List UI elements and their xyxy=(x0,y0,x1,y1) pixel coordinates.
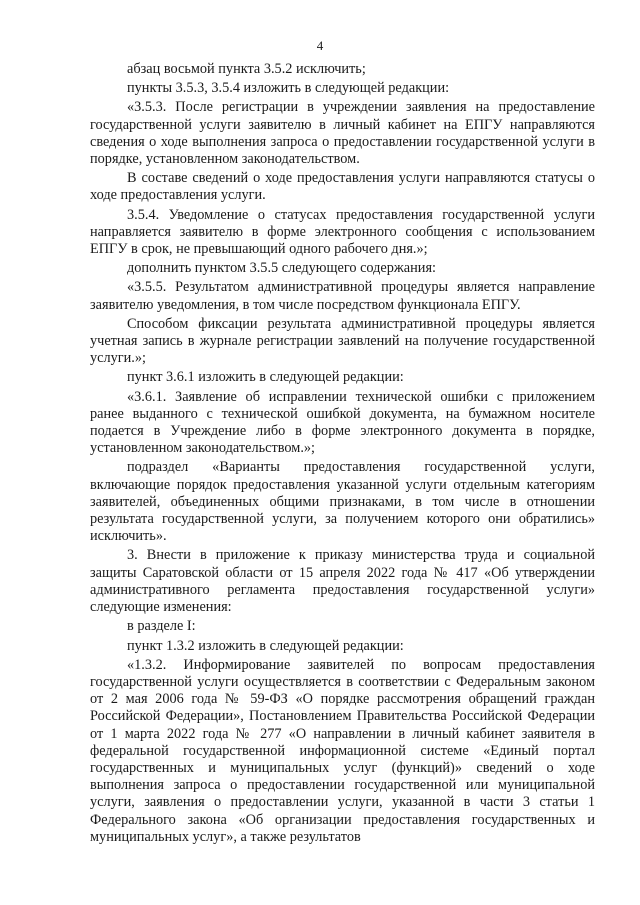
paragraph-10: «3.6.1. Заявление об исправлении технической ошибки с приложением ранее выданного с технической ошибкой документа, на бумажном носителе подается в Учреждение либо в форме электронного документа в порядке, установленном законодательством.»; xyxy=(90,388,595,457)
paragraph-4: В составе сведений о ходе предоставления услуги направляются статусы о ходе предоставления услуги. xyxy=(90,170,595,204)
paragraph-15: «1.3.2. Информирование заявителей по вопросам предоставления государственной услуги осуществляется в соответствии с Федеральным законом от 2 мая 2006 года № 59-ФЗ «О порядке рассмотрения обращений граждан Российской Федерации», Постановлением Правительства Российской Федерации от 1 марта 2022 года № 277 «О направлении в личный кабинет заявителя в федеральной государственной информационной системе «Единый портал государственных и муниципальных услуг (функций)» сведений о ходе выполнения запроса о предоставлении государственной или муниципальной услуги, заявления о предоставлении услуги, указанной в части 3 статьи 1 Федерального закона «Об организации предоставления государственных и муниципальных услуг», а также результатов xyxy=(90,656,595,845)
page-number: 4 xyxy=(316,38,324,53)
paragraph-1: абзац восьмой пункта 3.5.2 исключить; xyxy=(127,61,366,77)
paragraph-11: подраздел «Варианты предоставления государственной услуги, включающие порядок предоставления указанной услуги отдельным категориям заявителей, объединенных общими признаками, в том числе в отношении результата государственной услуги, за получением которого они обратились» исключить». xyxy=(90,459,595,545)
paragraph-3: «3.5.3. После регистрации в учреждении заявления на предоставление государственной услуги заявителю в личный кабинет на ЕПГУ направляются сведения о ходе выполнения запроса о предоставлении государственной услуги в порядке, установленном законодательством. xyxy=(90,99,595,168)
paragraph-14: пункт 1.3.2 изложить в следующей редакции: xyxy=(127,637,404,654)
paragraph-5: 3.5.4. Уведомление о статусах предоставления государственной услуги направляется заявителю в форме электронного сообщения с использованием ЕПГУ в срок, не превышающий одного рабочего дня.»; xyxy=(90,206,595,258)
document-body xyxy=(90,61,595,846)
paragraph-7: «3.5.5. Результатом административной процедуры является направление заявителю уведомления, в том числе посредством функционала ЕПГУ. xyxy=(90,279,595,313)
paragraph-12: 3. Внести в приложение к приказу министерства труда и социальной защиты Саратовской области от 15 апреля 2022 года № 417 «Об утверждении административного регламента предоставления государственной услуги» следующие изменения: xyxy=(90,547,595,616)
paragraph-8: Способом фиксации результата административной процедуры является учетная запись в журнале регистрации заявлений на получение государственной услуги.»; xyxy=(90,315,595,367)
paragraph-13: в разделе I: xyxy=(127,618,196,635)
paragraph-2: пункты 3.5.3, 3.5.4 изложить в следующей редакции: xyxy=(127,80,450,97)
paragraph-6: дополнить пунктом 3.5.5 следующего содержания: xyxy=(127,260,436,277)
paragraph-9: пункт 3.6.1 изложить в следующей редакции: xyxy=(127,369,404,386)
